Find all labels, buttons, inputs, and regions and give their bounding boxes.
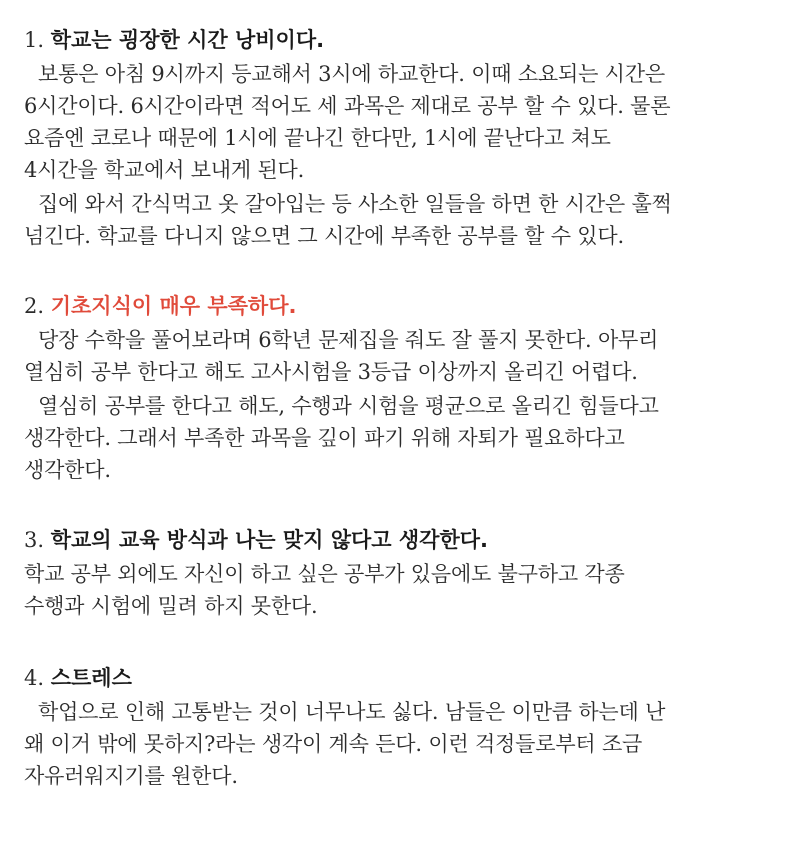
section-3 (24, 524, 780, 622)
text-line: 열심히 공부 한다고 해도 고사시험을 3등급 이상까지 올리긴 어렵다. (24, 360, 638, 384)
text-line: 6시간이다. 6시간이라면 적어도 세 과목은 제대로 공부 할 수 있다. 물론 (24, 94, 671, 118)
section-1 (24, 24, 780, 252)
section-4-title: 스트레스 (50, 666, 132, 690)
section-2-heading (24, 290, 780, 322)
text-line: 넘긴다. 학교를 다니지 않으면 그 시간에 부족한 공부를 할 수 있다. (24, 224, 624, 248)
text-line: 학교 공부 외에도 자신이 하고 싶은 공부가 있음에도 불구하고 각종 (24, 562, 625, 586)
section-4-number: 4. (24, 666, 45, 690)
text-line: 학업으로 인해 고통받는 것이 너무나도 싫다. 남들은 이만큼 하는데 난 (38, 700, 666, 724)
section-3-number: 3. (24, 528, 45, 552)
text-line: 집에 와서 간식먹고 옷 갈아입는 등 사소한 일들을 하면 한 시간은 훌쩍 (38, 192, 672, 216)
section-2-number: 2. (24, 294, 45, 318)
section-1-number: 1. (24, 28, 45, 52)
section-2-paragraph-2 (24, 390, 780, 486)
text-line: 자유러워지기를 원한다. (24, 764, 238, 788)
section-1-paragraph-2 (24, 188, 780, 252)
section-4-heading (24, 662, 780, 694)
text-line: 수행과 시험에 밀려 하지 못한다. (24, 594, 318, 618)
text-line: 4시간을 학교에서 보내게 된다. (24, 158, 305, 182)
section-1-paragraph-1 (24, 58, 780, 186)
section-2 (24, 290, 780, 486)
text-line: 보통은 아침 9시까지 등교해서 3시에 하교한다. 이때 소요되는 시간은 (38, 62, 665, 86)
text-line: 왜 이거 밖에 못하지?라는 생각이 계속 든다. 이런 걱정들로부터 조금 (24, 732, 643, 756)
text-line: 요즘엔 코로나 때문에 1시에 끝나긴 한다만, 1시에 끝난다고 쳐도 (24, 126, 611, 150)
section-4-paragraph-1 (24, 696, 780, 792)
section-3-title: 학교의 교육 방식과 나는 맞지 않다고 생각한다. (50, 528, 489, 552)
section-2-title: 기초지식이 매우 부족하다. (50, 294, 297, 318)
section-3-paragraph-1 (24, 558, 780, 622)
section-4 (24, 662, 780, 792)
section-1-title: 학교는 굉장한 시간 낭비이다. (50, 28, 325, 52)
section-3-heading (24, 524, 780, 556)
section-2-paragraph-1 (24, 324, 780, 388)
text-line: 열심히 공부를 한다고 해도, 수행과 시험을 평균으로 올리긴 힘들다고 (38, 394, 659, 418)
text-line: 당장 수학을 풀어보라며 6학년 문제집을 줘도 잘 풀지 못한다. 아무리 (38, 328, 659, 352)
text-line: 생각한다. 그래서 부족한 과목을 깊이 파기 위해 자퇴가 필요하다고 (24, 426, 625, 450)
text-line: 생각한다. (24, 458, 111, 482)
section-1-heading (24, 24, 780, 56)
